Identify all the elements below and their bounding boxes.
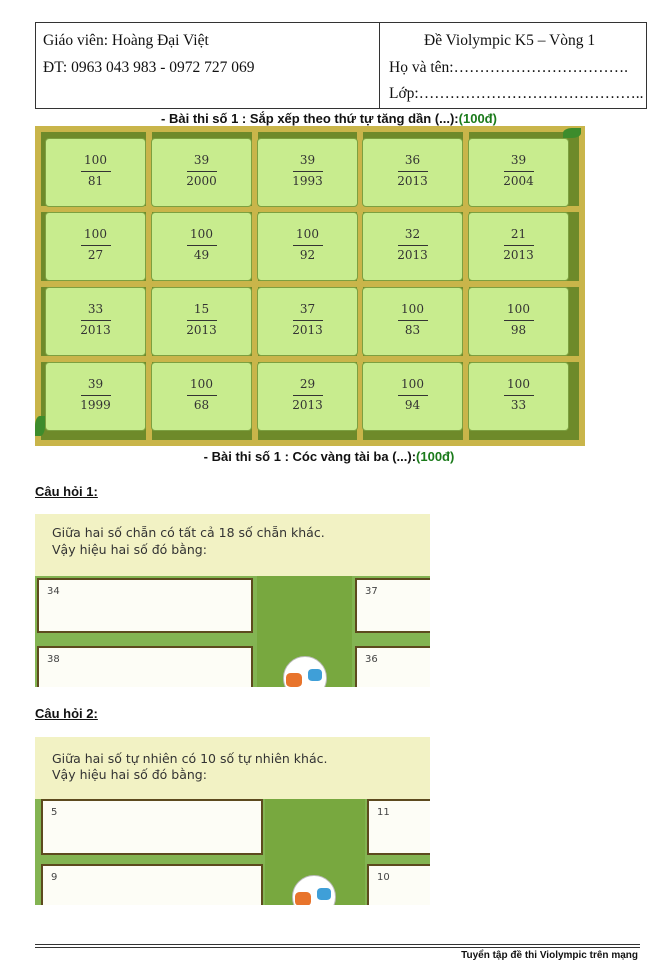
section1-title-text: - Bài thi số 1 : Sắp xếp theo thứ tự tăng dần (...): xyxy=(161,111,459,126)
section2-title xyxy=(0,449,658,464)
fraction-denominator: 94 xyxy=(404,398,421,412)
fraction xyxy=(152,153,251,189)
answer-value: 34 xyxy=(47,586,60,597)
fraction-denominator: 2013 xyxy=(292,398,323,412)
fraction-denominator: 83 xyxy=(404,323,421,337)
fraction xyxy=(469,153,568,189)
fraction xyxy=(46,302,145,338)
fraction-tile[interactable] xyxy=(151,212,252,281)
fraction-bar xyxy=(504,245,534,246)
fraction-numerator: 100 xyxy=(507,377,530,391)
fraction-tile[interactable] xyxy=(151,287,252,356)
fraction-numerator: 32 xyxy=(404,227,421,241)
fraction-bar xyxy=(504,171,534,172)
fraction xyxy=(46,227,145,263)
question2-label: Câu hỏi 2: xyxy=(35,706,98,721)
fraction-denominator: 27 xyxy=(87,248,104,262)
question1-line2: Vậy hiệu hai số đó bằng: xyxy=(52,542,207,557)
fraction-bar xyxy=(398,171,428,172)
answer-box[interactable] xyxy=(367,799,430,855)
fraction-bar xyxy=(293,171,323,172)
fraction-bar xyxy=(81,245,111,246)
leaf-decoration xyxy=(563,128,581,138)
fraction-denominator: 92 xyxy=(299,248,316,262)
fraction xyxy=(469,377,568,413)
fraction-bar xyxy=(187,320,217,321)
fraction-denominator: 2013 xyxy=(503,248,534,262)
fraction-numerator: 100 xyxy=(401,377,424,391)
footer-rule xyxy=(35,944,640,945)
fraction-tile[interactable] xyxy=(362,362,463,431)
fraction-tile[interactable] xyxy=(468,138,569,207)
fraction-tile[interactable] xyxy=(257,362,358,431)
fraction-bar xyxy=(81,320,111,321)
fraction xyxy=(363,227,462,263)
student-name-line: Họ và tên:……………………………. xyxy=(389,59,628,76)
fraction-tile[interactable] xyxy=(468,362,569,431)
fraction-numerator: 100 xyxy=(296,227,319,241)
header-divider xyxy=(379,23,380,108)
fraction-denominator: 1999 xyxy=(80,398,111,412)
section1-points: (100đ) xyxy=(458,111,497,126)
fraction-denominator: 98 xyxy=(510,323,527,337)
answer-value: 36 xyxy=(365,654,378,665)
fraction-denominator: 2013 xyxy=(397,248,428,262)
fraction-numerator: 15 xyxy=(193,302,210,316)
fraction-denominator: 1993 xyxy=(292,174,323,188)
answer-value: 11 xyxy=(377,807,390,818)
fraction-tile[interactable] xyxy=(362,212,463,281)
fraction-tile[interactable] xyxy=(45,362,146,431)
fraction-numerator: 39 xyxy=(193,153,210,167)
fraction-denominator: 2013 xyxy=(292,323,323,337)
question1-line1: Giữa hai số chẵn có tất cả 18 số chẵn khác. xyxy=(52,525,325,540)
fraction-tile[interactable] xyxy=(45,212,146,281)
fraction-numerator: 39 xyxy=(87,377,104,391)
answer-box[interactable] xyxy=(367,864,430,905)
phone-numbers: ĐT: 0963 043 983 - 0972 727 069 xyxy=(43,59,255,76)
fraction xyxy=(152,302,251,338)
fraction-tile[interactable] xyxy=(468,287,569,356)
teacher-name: Giáo viên: Hoàng Đại Việt xyxy=(43,32,209,49)
fraction-tile[interactable] xyxy=(362,287,463,356)
fraction-bar xyxy=(187,171,217,172)
fraction-bar xyxy=(504,395,534,396)
fraction-denominator: 33 xyxy=(510,398,527,412)
section1-title xyxy=(0,111,658,126)
fraction-numerator: 29 xyxy=(299,377,316,391)
fraction xyxy=(363,377,462,413)
fraction xyxy=(258,377,357,413)
fraction xyxy=(469,302,568,338)
question2-line1: Giữa hai số tự nhiên có 10 số tự nhiên khác. xyxy=(52,751,328,766)
fraction-bar xyxy=(187,245,217,246)
fraction-denominator: 2013 xyxy=(186,323,217,337)
fraction-numerator: 33 xyxy=(87,302,104,316)
fraction-bar xyxy=(398,245,428,246)
fraction-bar xyxy=(293,395,323,396)
fraction-numerator: 100 xyxy=(84,153,107,167)
answer-value: 37 xyxy=(365,586,378,597)
fraction xyxy=(258,227,357,263)
header-box xyxy=(35,22,647,109)
fraction-tile[interactable] xyxy=(362,138,463,207)
answer-box[interactable] xyxy=(41,799,263,855)
fraction xyxy=(46,377,145,413)
fraction-bar xyxy=(398,320,428,321)
fraction-numerator: 100 xyxy=(190,377,213,391)
fraction xyxy=(469,227,568,263)
question1-panel xyxy=(35,514,430,687)
fraction-numerator: 39 xyxy=(510,153,527,167)
fraction-tile[interactable] xyxy=(45,138,146,207)
fraction-numerator: 36 xyxy=(404,153,421,167)
fraction xyxy=(46,153,145,189)
fraction-tile[interactable] xyxy=(151,138,252,207)
footer-text: Tuyển tập đề thi Violympic trên mạng xyxy=(461,950,638,961)
fraction-numerator: 100 xyxy=(507,302,530,316)
fraction-denominator: 2004 xyxy=(503,174,534,188)
fraction-tile[interactable] xyxy=(257,287,358,356)
exam-title: Đề Violympic K5 – Vòng 1 xyxy=(424,32,596,49)
answer-box[interactable] xyxy=(37,646,253,687)
answer-box[interactable] xyxy=(355,646,430,687)
fraction-bar xyxy=(81,171,111,172)
fraction-numerator: 37 xyxy=(299,302,316,316)
answer-value: 9 xyxy=(51,872,58,883)
fraction xyxy=(152,227,251,263)
answer-box[interactable] xyxy=(41,864,263,905)
fraction-numerator: 39 xyxy=(299,153,316,167)
fraction-tile[interactable] xyxy=(45,287,146,356)
fraction xyxy=(363,302,462,338)
section2-title-text: - Bài thi số 1 : Cóc vàng tài ba (...): xyxy=(203,449,417,464)
fraction xyxy=(258,153,357,189)
fraction-bar xyxy=(293,320,323,321)
fraction-numerator: 100 xyxy=(190,227,213,241)
answer-box[interactable] xyxy=(37,578,253,633)
fraction-board xyxy=(35,126,585,446)
fraction-tile[interactable] xyxy=(257,212,358,281)
fraction-denominator: 49 xyxy=(193,248,210,262)
class-line: Lớp:…………………………………….. xyxy=(389,85,644,102)
answer-value: 38 xyxy=(47,654,60,665)
answer-box[interactable] xyxy=(355,578,430,633)
fraction-bar xyxy=(293,245,323,246)
fraction-denominator: 2013 xyxy=(397,174,428,188)
fraction-numerator: 21 xyxy=(510,227,527,241)
fraction-numerator: 100 xyxy=(401,302,424,316)
answer-value: 5 xyxy=(51,807,58,818)
leaf-decoration xyxy=(35,416,45,436)
fraction-bar xyxy=(187,395,217,396)
question2-panel xyxy=(35,737,430,905)
fraction-tile[interactable] xyxy=(468,212,569,281)
fraction-numerator: 100 xyxy=(84,227,107,241)
fraction-bar xyxy=(398,395,428,396)
question2-line2: Vậy hiệu hai số đó bằng: xyxy=(52,767,207,782)
footer-rule xyxy=(35,947,640,948)
fraction-bar xyxy=(504,320,534,321)
fraction-denominator: 2013 xyxy=(80,323,111,337)
section2-points: (100đ) xyxy=(416,449,455,464)
fraction xyxy=(363,153,462,189)
fraction-denominator: 81 xyxy=(87,174,104,188)
fraction-denominator: 68 xyxy=(193,398,210,412)
fraction xyxy=(152,377,251,413)
fraction-tile[interactable] xyxy=(257,138,358,207)
fraction-bar xyxy=(81,395,111,396)
fraction-denominator: 2000 xyxy=(186,174,217,188)
fraction xyxy=(258,302,357,338)
answer-value: 10 xyxy=(377,872,390,883)
question1-label: Câu hỏi 1: xyxy=(35,484,98,499)
fraction-tile[interactable] xyxy=(151,362,252,431)
